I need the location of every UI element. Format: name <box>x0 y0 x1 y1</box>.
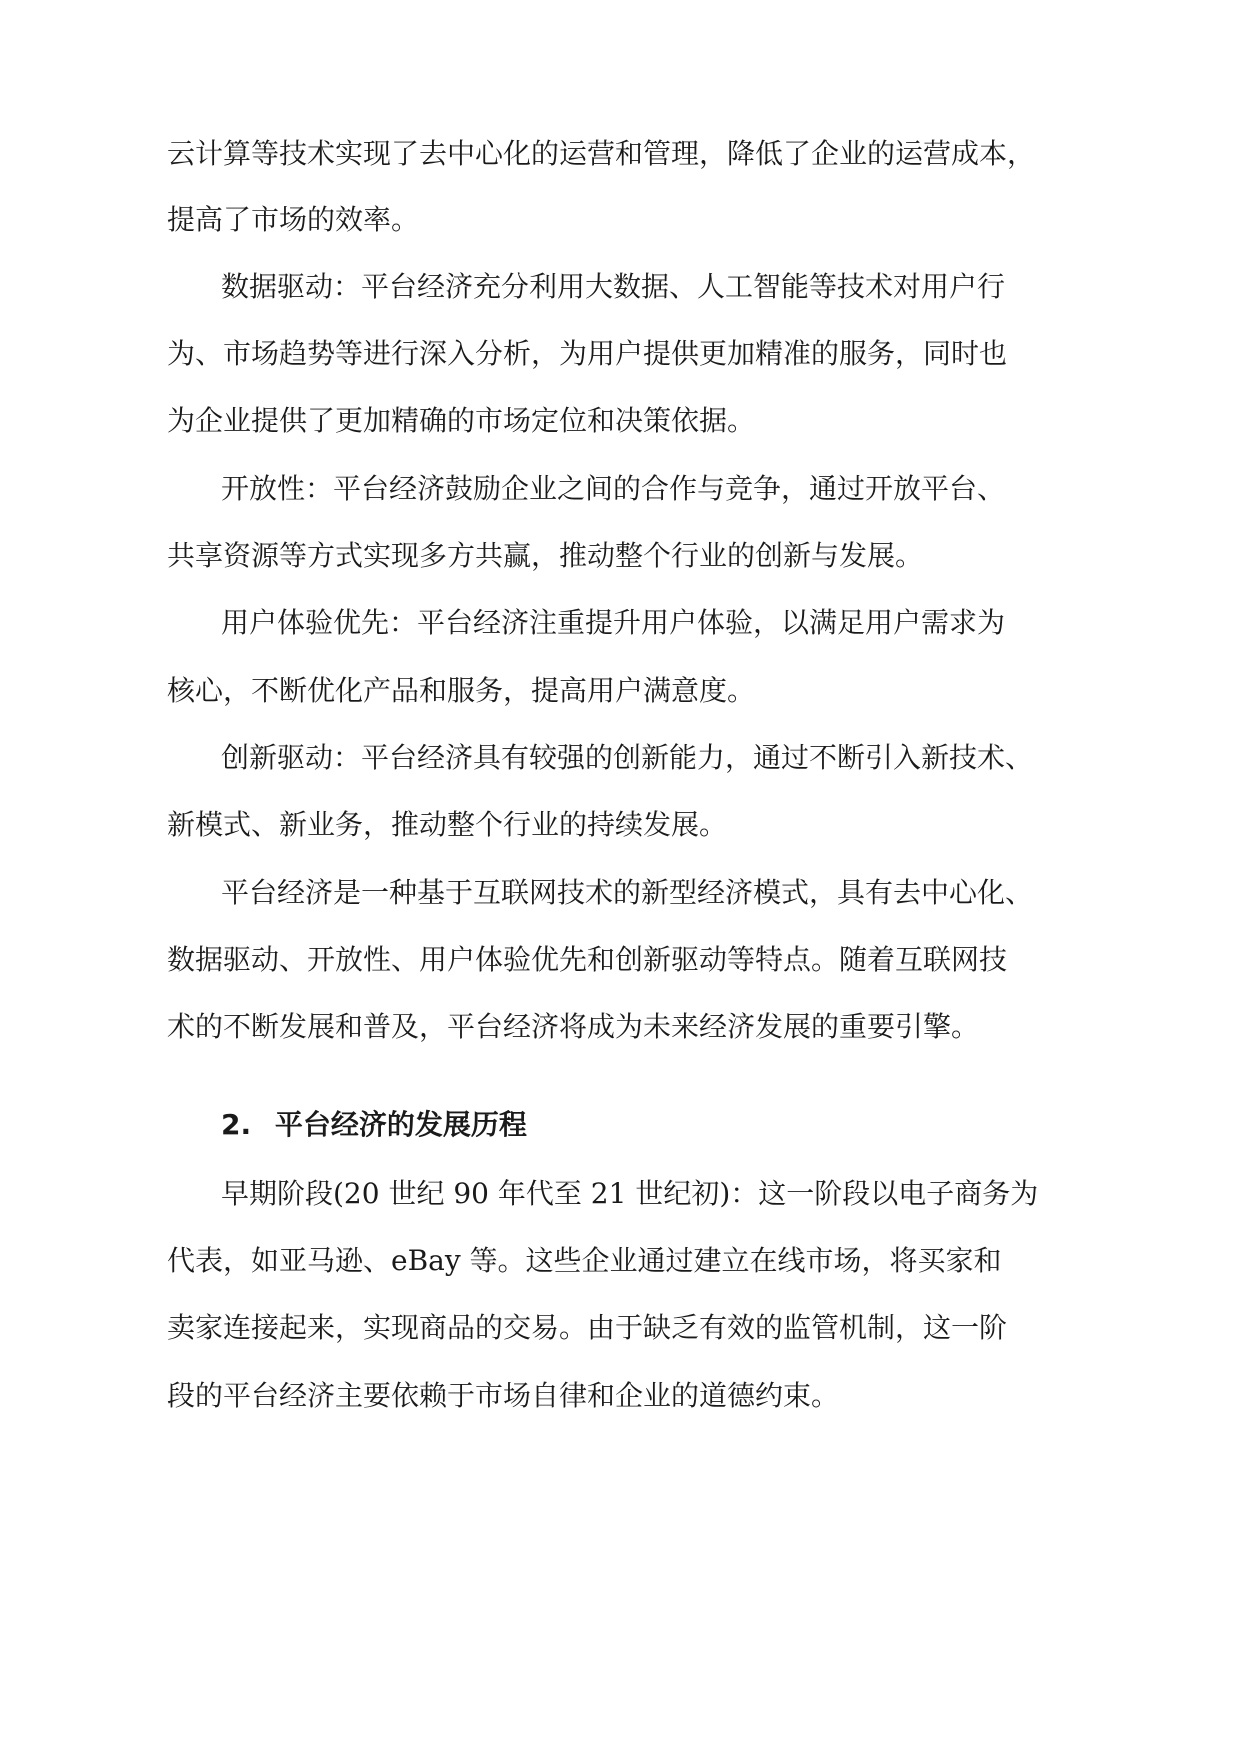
text-line: 代表，如亚马逊、eBay 等。这些企业通过建立在线市场，将买家和 <box>167 1244 1002 1277</box>
section-heading <box>0 1105 1241 1145</box>
text-line: 核心，不断优化产品和服务，提高用户满意度。 <box>167 674 756 707</box>
section-title: 平台经济的发展历程 <box>274 1108 527 1141</box>
text-line: 共享资源等方式实现多方共赢，推动整个行业的创新与发展。 <box>167 539 924 572</box>
paragraph-data-driven: 数据驱动：平台经济充分利用大数据、人工智能等技术对用户行 <box>221 270 1006 303</box>
text-line: 提高了市场的效率。 <box>167 203 420 236</box>
text-line: 段的平台经济主要依赖于市场自律和企业的道德约束。 <box>167 1379 840 1412</box>
paragraph-summary: 平台经济是一种基于互联网技术的新型经济模式，具有去中心化、 <box>221 876 1034 909</box>
text-line: 卖家连接起来，实现商品的交易。由于缺乏有效的监管机制，这一阶 <box>167 1311 1008 1344</box>
text-line: 为企业提供了更加精确的市场定位和决策依据。 <box>167 404 756 437</box>
section-number: 2. <box>221 1108 252 1141</box>
text-line: 数据驱动、开放性、用户体验优先和创新驱动等特点。随着互联网技 <box>167 943 1008 976</box>
paragraph-openness: 开放性：平台经济鼓励企业之间的合作与竞争，通过开放平台、 <box>221 472 1006 505</box>
text-line: 术的不断发展和普及，平台经济将成为未来经济发展的重要引擎。 <box>167 1010 980 1043</box>
text-line: 为、市场趋势等进行深入分析，为用户提供更加精准的服务，同时也 <box>167 337 1008 370</box>
text-line: 新模式、新业务，推动整个行业的持续发展。 <box>167 808 728 841</box>
paragraph-user-experience: 用户体验优先：平台经济注重提升用户体验，以满足用户需求为 <box>221 606 1006 639</box>
paragraph-innovation: 创新驱动：平台经济具有较强的创新能力，通过不断引入新技术、 <box>221 741 1034 774</box>
paragraph-early-stage: 早期阶段(20 世纪 90 年代至 21 世纪初)：这一阶段以电子商务为 <box>221 1177 1039 1210</box>
text-line: 云计算等技术实现了去中心化的运营和管理，降低了企业的运营成本， <box>167 137 1036 170</box>
